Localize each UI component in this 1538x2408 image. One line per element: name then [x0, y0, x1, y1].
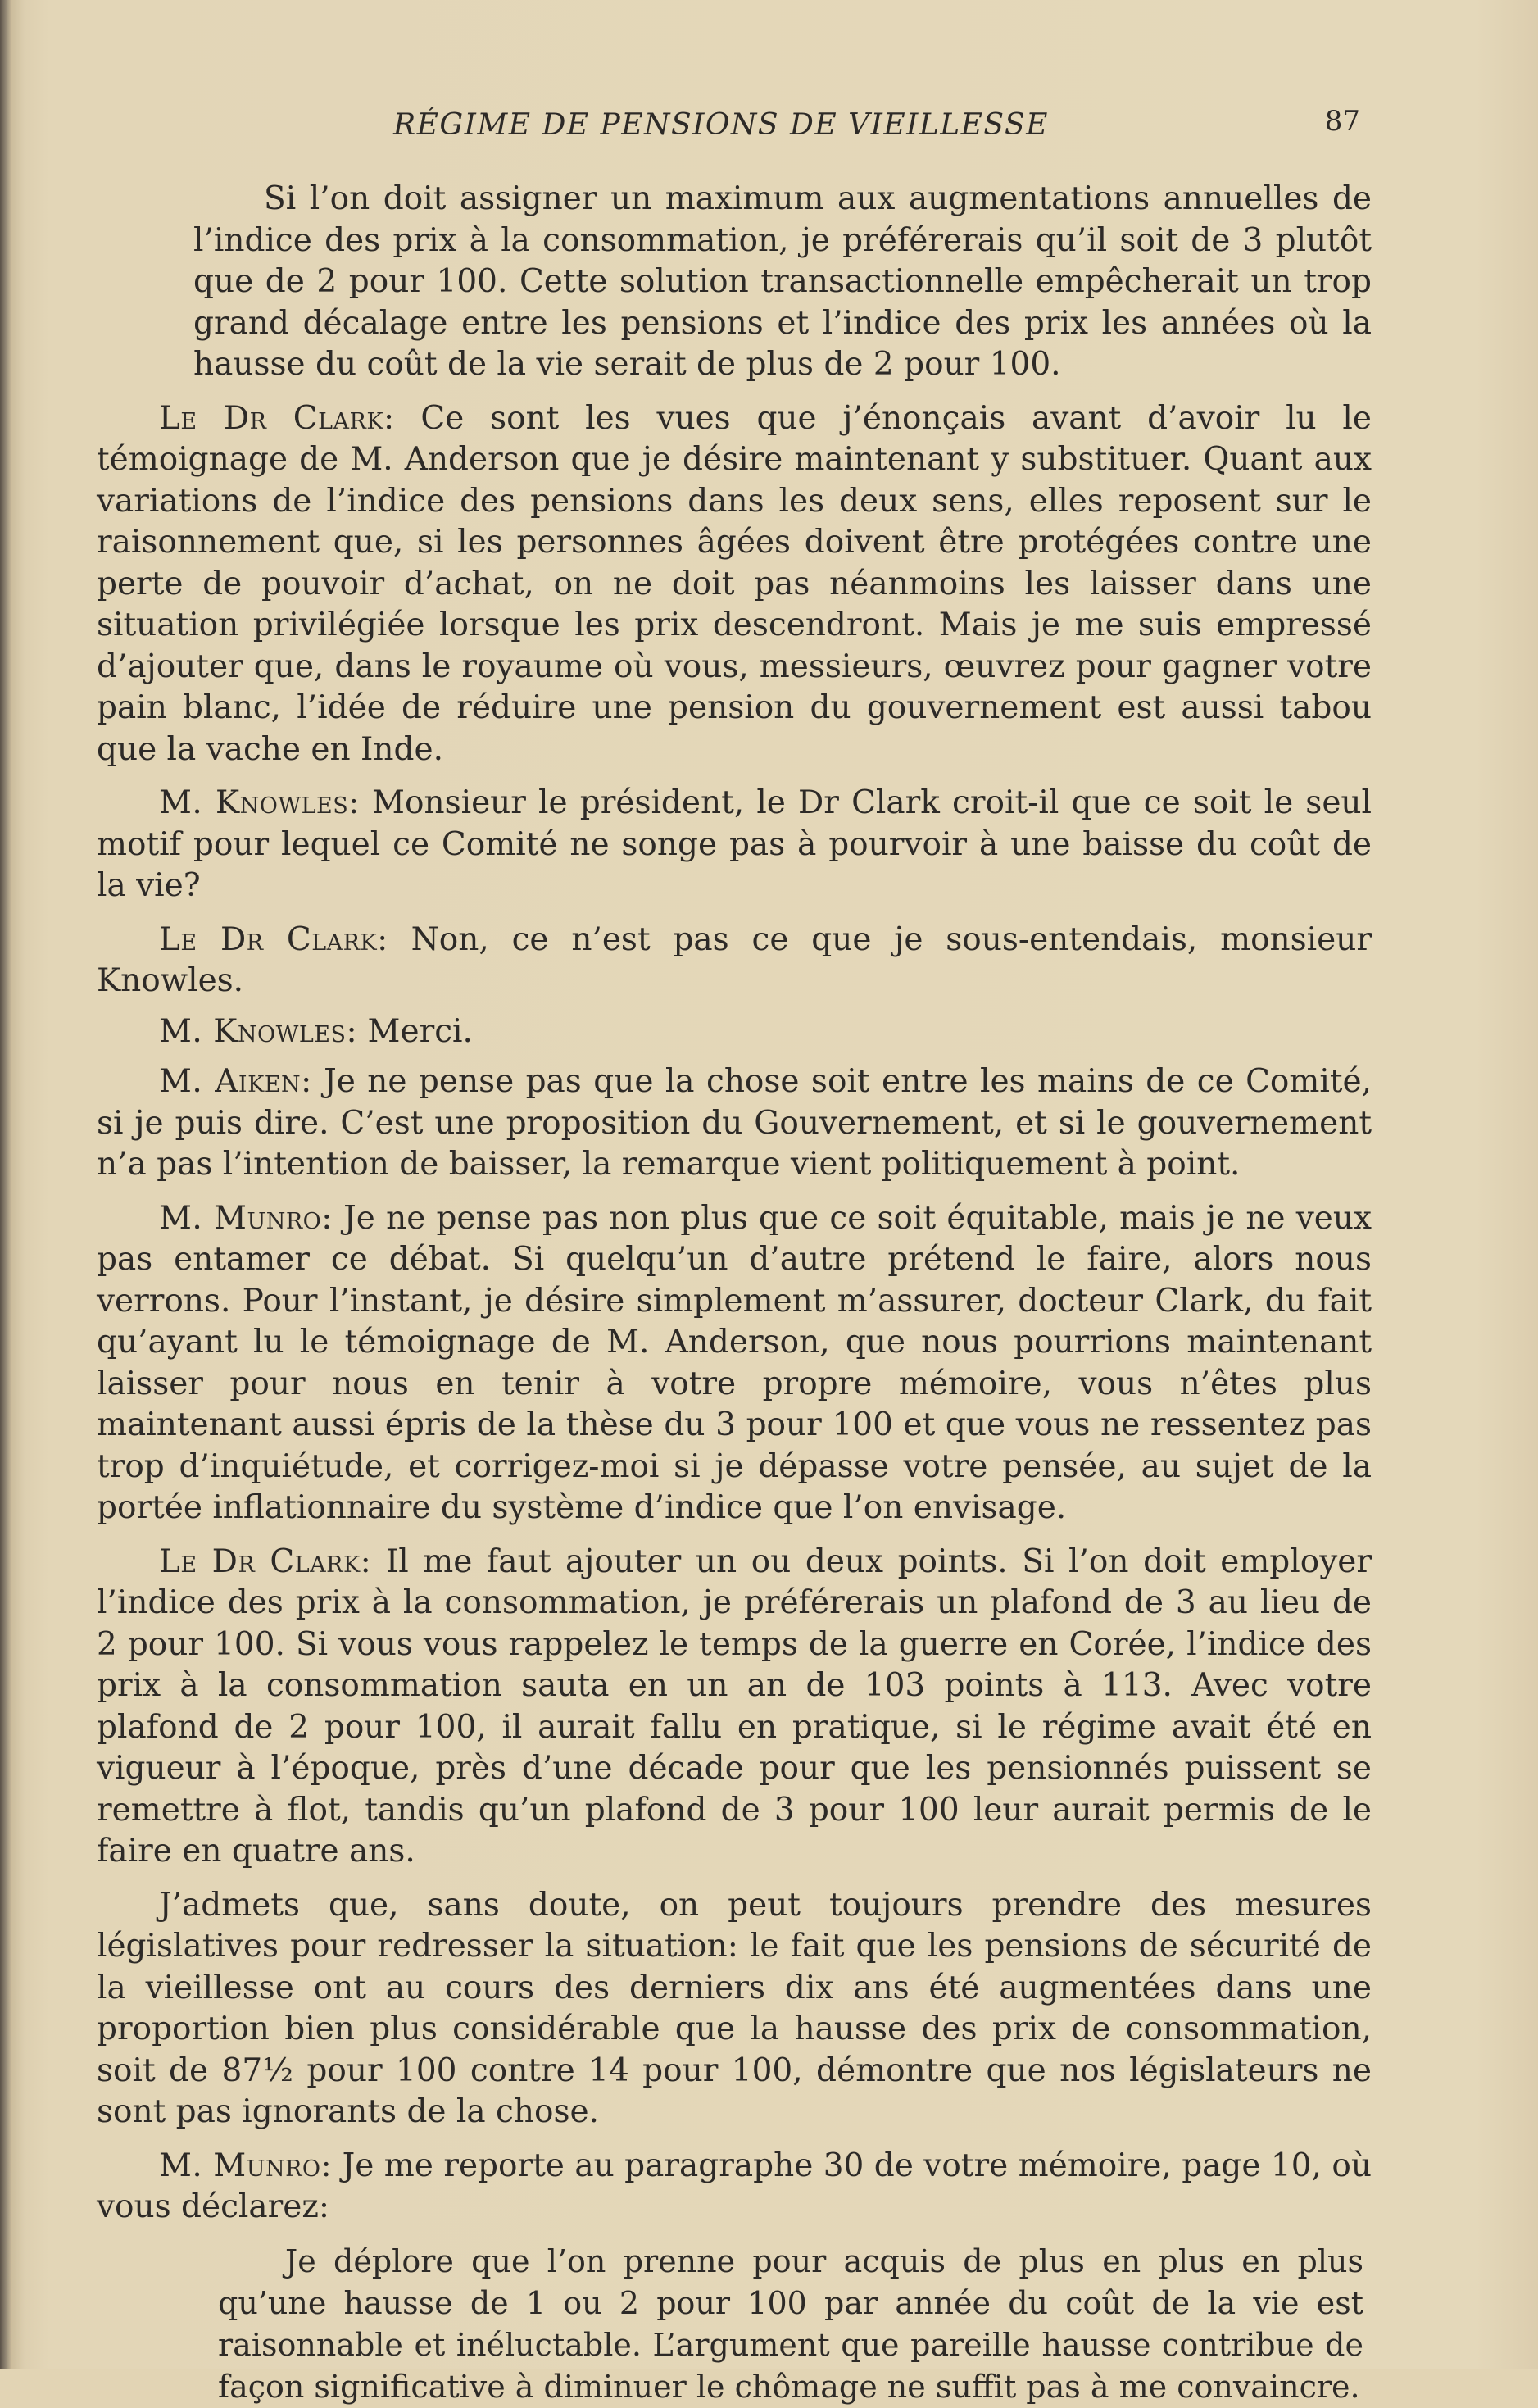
speaker-name: Le Dr Clark:: [159, 1542, 372, 1580]
paragraph-text: Je ne pense pas non plus que ce soit équitable, mais je ne veux pas entamer ce débat. Si quelqu’un d’autre prétend le faire, alors nous verrons. Pour l’instant, je désire simplement m’assurer, docteur Clark, du fait qu’ayant lu le témoignage de M. Anderson, que nous pourrions maintenant laisser pour nous en tenir à votre propre mémoire, vous n’êtes plus maintenant aussi épris de la thèse du 3 pour 100 et que vous ne ressentez pas trop d’inquiétude, et corrigez-moi si je dépasse votre pensée, au sujet de la portée inflationnaire du système d’indice que l’on envisage.: [97, 1199, 1372, 1526]
page-number: 87: [1324, 105, 1360, 138]
paragraph: [97, 1542, 1372, 1873]
paragraph: [97, 783, 1372, 907]
paragraph: [97, 1198, 1372, 1529]
paragraph: [97, 1061, 1372, 1186]
paragraph: [97, 1011, 1372, 1053]
speaker-name: Le Dr Clark:: [159, 920, 388, 958]
paragraph: [97, 398, 1372, 771]
paragraph-text: J’admets que, sans doute, on peut toujours prendre des mesures législatives pour redresser la situation: le fait que les pensions de sécurité de la vieillesse ont au cours des derniers dix ans été augmentées dans une proportion bien plus considérable que la hausse des prix de consommation, soit de 87½ pour 100 contre 14 pour 100, démontre que nos législateurs ne sont pas ignorants de la chose.: [97, 1886, 1372, 2130]
speaker-name: Le Dr Clark:: [159, 399, 395, 437]
paragraph-text: Si l’on doit assigner un maximum aux augmentations annuelles de l’indice des prix à la consommation, je préférerais qu’il soit de 3 plutôt que de 2 pour 100. Cette solution transactionnelle empêcherait un trop grand décalage entre les pensions et l’indice des prix les années où la hausse du coût de la vie serait de plus de 2 pour 100.: [193, 180, 1372, 383]
paragraph-text: Monsieur le président, le Dr Clark croit-il que ce soit le seul motif pour lequel ce Comité ne songe pas à pourvoir à une baisse du coût de la vie?: [97, 784, 1372, 904]
paragraph: [97, 920, 1372, 1002]
speaker-name: M. Munro:: [159, 1199, 333, 1237]
paragraph-text: Ce sont les vues que j’énonçais avant d’avoir lu le témoignage de M. Anderson que je désire maintenant y substituer. Quant aux variations de l’indice des pensions dans les deux sens, elles reposent sur le raisonnement que, si les personnes âgées doivent être protégées contre une perte de pouvoir d’achat, on ne doit pas néanmoins les laisser dans une situation privilégiée lorsque les prix descendront. Mais je me suis empressé d’ajouter que, dans le royaume où vous, messieurs, œuvrez pour gagner votre pain blanc, l’idée de réduire une pension du gouvernement est aussi tabou que la vache en Inde.: [97, 399, 1372, 768]
speaker-name: M. Knowles:: [159, 784, 360, 821]
page-body: [97, 179, 1372, 2408]
paragraph-text: Il me faut ajouter un ou deux points. Si l’on doit employer l’indice des prix à la consommation, je préférerais un plafond de 3 au lieu de 2 pour 100. Si vous vous rappelez le temps de la guerre en Corée, l’indice des prix à la consommation sauta en un an de 103 points à 113. Avec votre plafond de 2 pour 100, il aurait fallu en pratique, si le régime avait été en vigueur à l’époque, près d’une décade pour que les pensionnés puissent se remettre à flot, tandis qu’un plafond de 3 pour 100 leur aurait permis de le faire en quatre ans.: [97, 1542, 1372, 1870]
paragraph: [97, 1885, 1372, 2133]
speaker-name: M. Knowles:: [159, 1012, 358, 1050]
speaker-name: M. Aiken:: [159, 1063, 312, 1100]
paragraph-text: Merci.: [357, 1012, 473, 1050]
block-quote: Je déplore que l’on prenne pour acquis de plus en plus en plus qu’une hausse de 1 ou 2 pour 100 par année du coût de la vie est raisonnable et inéluctable. L’argument que pareille hausse contribue de façon significative à diminuer le chômage ne suffit pas à me convaincre.: [218, 2242, 1363, 2405]
paragraph-text: Non, ce n’est pas ce que je sous-entendais, monsieur Knowles.: [97, 920, 1372, 999]
paragraph: [97, 179, 1372, 386]
page-header: [393, 105, 1360, 157]
paragraph: [97, 2146, 1372, 2229]
paragraph-text: Je me reporte au paragraphe 30 de votre mémoire, page 10, où vous déclarez:: [97, 2147, 1372, 2225]
speaker-name: M. Munro:: [159, 2147, 333, 2184]
paragraph-text: Je ne pense pas que la chose soit entre les mains de ce Comité, si je puis dire. C’est une proposition du Gouvernement, et si le gouvernement n’a pas l’intention de baisser, la remarque vient politiquement à point.: [97, 1063, 1372, 1183]
running-title: RÉGIME DE PENSIONS DE VIEILLESSE: [393, 108, 1049, 142]
